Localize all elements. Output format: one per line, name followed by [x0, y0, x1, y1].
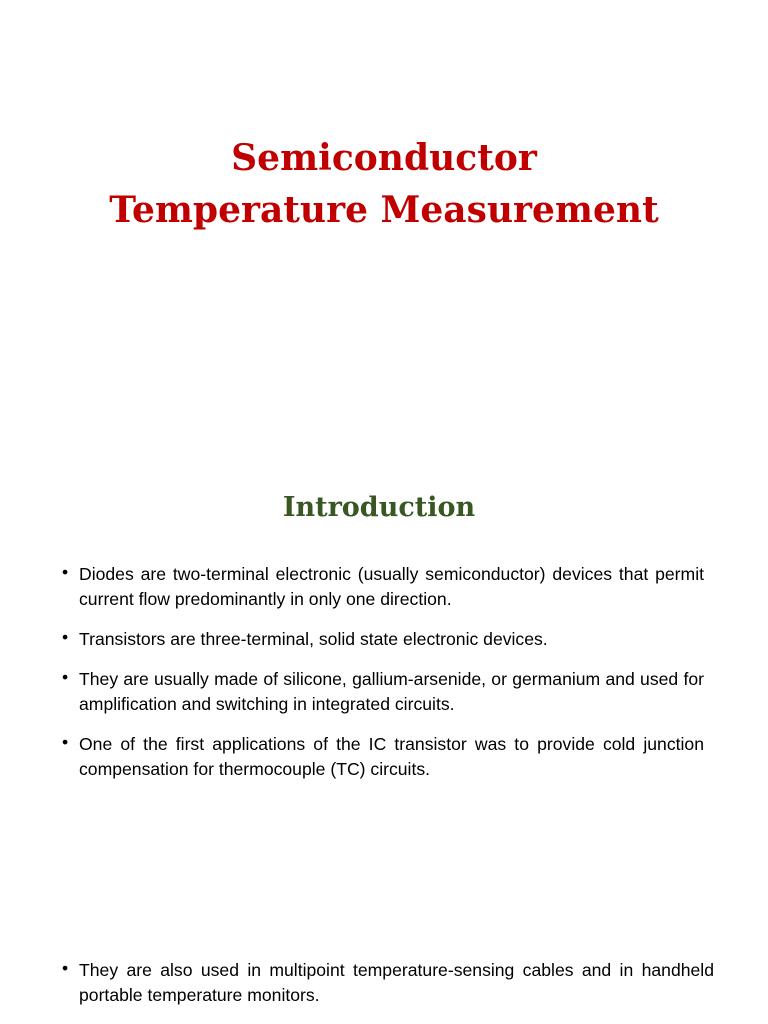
bullet-list	[62, 562, 704, 797]
bullet-item: • They are also used in multipoint temperature-sensing cables and in handheld portable temperature monitors.	[62, 958, 714, 1008]
title-line-1: Semiconductor	[231, 137, 537, 179]
section-heading: Introduction	[282, 492, 476, 523]
bullet-item: • Transistors are three-terminal, solid state electronic devices.	[62, 627, 704, 652]
bullet-item: • Diodes are two-terminal electronic (usually semiconductor) devices that permit current flow predominantly in only one direction.	[62, 562, 704, 612]
title-line-2: Temperature Measurement	[109, 189, 659, 231]
slide-title	[0, 132, 768, 236]
bullet-item: • They are usually made of silicone, gallium-arsenide, or germanium and used for amplification and switching in integrated circuits.	[62, 667, 704, 717]
bullet-list-bottom	[62, 958, 714, 1008]
bullet-item: • One of the first applications of the IC transistor was to provide cold junction compensation for thermocouple (TC) circuits.	[62, 732, 704, 782]
